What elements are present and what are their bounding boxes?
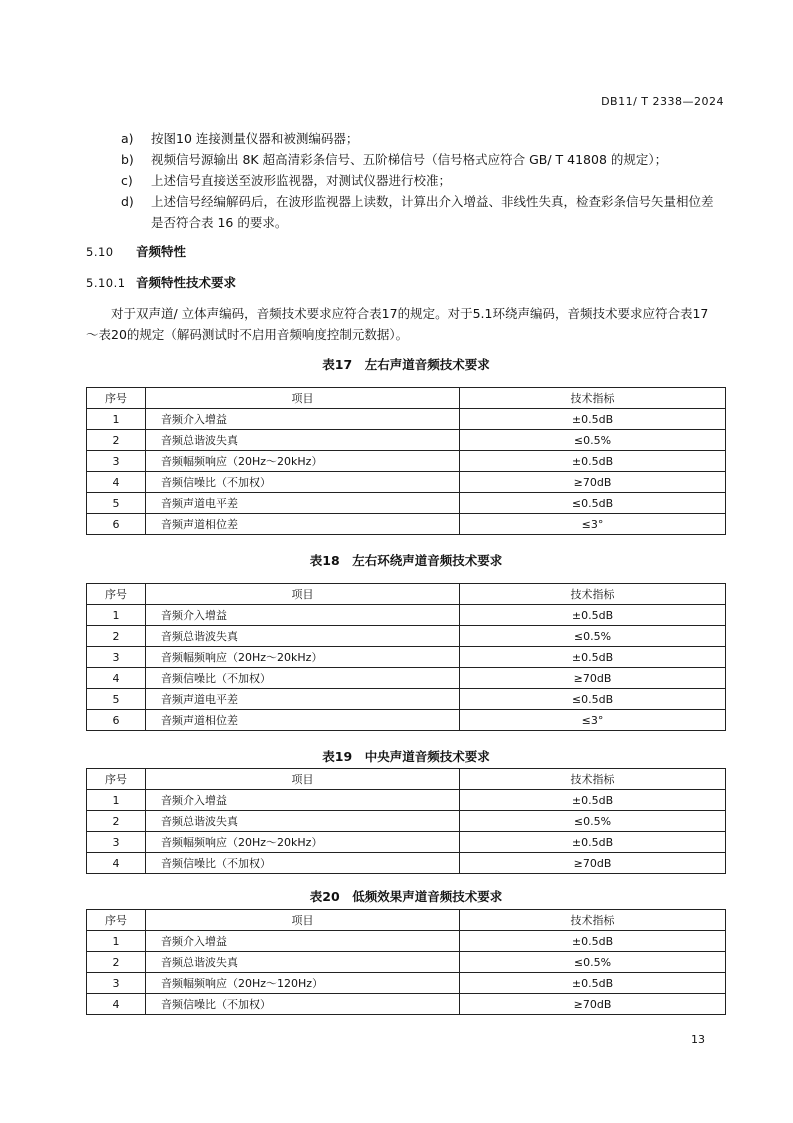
table-cell: 4 [87,472,146,493]
table-cell: 4 [87,668,146,689]
table-cell: ±0.5dB [460,790,726,811]
table-cell: 音频介入增益 [146,790,460,811]
table-cell: 音频介入增益 [146,931,460,952]
table-cell: 音频幅频响应（20Hz～120Hz） [146,973,460,994]
table-cell: 音频信噪比（不加权） [146,994,460,1015]
table-cell: 音频信噪比（不加权） [146,668,460,689]
section-number: 5.10 [86,245,114,259]
table-cell: 音频总谐波失真 [146,811,460,832]
column-header: 序号 [87,910,146,931]
table-row [87,409,726,430]
table-row [87,853,726,874]
table-row [87,668,726,689]
table-cell: 3 [87,973,146,994]
list-text: 上述信号直接送至波形监视器，对测试仪器进行校准； [151,173,452,188]
table-row [87,514,726,535]
table-cell: 音频介入增益 [146,409,460,430]
table-caption: 表17 左右声道音频技术要求 [322,357,490,372]
list-item [121,149,721,170]
table-cell: 音频信噪比（不加权） [146,853,460,874]
table-row [87,710,726,731]
table-cell: 2 [87,952,146,973]
table-cell: ±0.5dB [460,647,726,668]
table-cell: 音频声道相位差 [146,514,460,535]
table-19 [86,768,726,874]
list-marker: d) [121,194,134,209]
table-cell: ≥70dB [460,994,726,1015]
table-17 [86,387,726,535]
table-row [87,647,726,668]
table-row [87,605,726,626]
list-marker: c) [121,173,133,188]
table-cell: 音频幅频响应（20Hz～20kHz） [146,451,460,472]
section-title: 音频特性 [136,244,187,259]
table-cell: ≤0.5dB [460,689,726,710]
table-cell: 音频幅频响应（20Hz～20kHz） [146,647,460,668]
subsection-title: 音频特性技术要求 [136,275,237,290]
table-row [87,811,726,832]
table-cell: 2 [87,430,146,451]
table-row [87,790,726,811]
list-text: 视频信号源输出 8K 超高清彩条信号、五阶梯信号（信号格式应符合 GB/ T 41808 的规定）； [151,152,668,167]
list-text: 按图10 连接测量仪器和被测编码器； [151,131,359,146]
table-cell: 音频总谐波失真 [146,626,460,647]
table-cell: ≥70dB [460,472,726,493]
table-cell: 4 [87,994,146,1015]
table-cell: ≤0.5% [460,811,726,832]
table-cell: 3 [87,451,146,472]
table-cell: 3 [87,647,146,668]
column-header: 技术指标 [460,388,726,409]
table-cell: ≤0.5% [460,430,726,451]
table-row [87,994,726,1015]
document-id: DB11/ T 2338—2024 [601,95,724,108]
table-cell: 2 [87,626,146,647]
list-text: 上述信号经编解码后，在波形监视器上读数，计算出介入增益、非线性失真，检查彩条信号矢量相位差是否符合表 16 的要求。 [151,194,714,230]
column-header: 项目 [146,769,460,790]
table-header-row [87,584,726,605]
table-cell: ≥70dB [460,853,726,874]
column-header: 技术指标 [460,769,726,790]
table-caption: 表20 低频效果声道音频技术要求 [309,889,503,904]
table-row [87,626,726,647]
table-row [87,952,726,973]
column-header: 技术指标 [460,910,726,931]
table-cell: 音频幅频响应（20Hz～20kHz） [146,832,460,853]
subsection-heading [86,273,236,293]
table-header-row [87,388,726,409]
list-item [121,128,721,149]
column-header: 项目 [146,388,460,409]
table-cell: 音频声道电平差 [146,493,460,514]
page-number: 13 [691,1033,705,1046]
table-cell: ≤3° [460,514,726,535]
table-cell: ±0.5dB [460,832,726,853]
table-18 [86,583,726,731]
list-item [121,170,721,191]
intro-paragraph: 对于双声道/ 立体声编码，音频技术要求应符合表17的规定。对于5.1环绕声编码，音频技术要求应符合表17～表20的规定（解码测试时不启用音频响度控制元数据）。 [86,306,709,342]
procedure-list [121,128,721,233]
list-marker: b) [121,152,134,167]
table-cell: 音频总谐波失真 [146,952,460,973]
column-header: 项目 [146,910,460,931]
list-marker: a) [121,131,134,146]
table-cell: 音频介入增益 [146,605,460,626]
table-cell: ±0.5dB [460,605,726,626]
table-cell: 4 [87,853,146,874]
table-cell: 6 [87,710,146,731]
table-cell: ≤0.5% [460,952,726,973]
table-caption: 表19 中央声道音频技术要求 [322,749,490,764]
subsection-number: 5.10.1 [86,276,126,290]
table-cell: ±0.5dB [460,931,726,952]
table-header-row [87,910,726,931]
table-row [87,472,726,493]
column-header: 项目 [146,584,460,605]
list-item [121,191,721,233]
table-cell: 6 [87,514,146,535]
table-caption: 表18 左右环绕声道音频技术要求 [309,553,503,568]
table-cell: ≤0.5dB [460,493,726,514]
table-cell: ≤0.5% [460,626,726,647]
table-cell: 5 [87,689,146,710]
table-cell: ±0.5dB [460,451,726,472]
table-cell: 3 [87,832,146,853]
table-row [87,689,726,710]
table-cell: ≤3° [460,710,726,731]
table-cell: ±0.5dB [460,409,726,430]
table-cell: 1 [87,931,146,952]
table-row [87,931,726,952]
table-row [87,493,726,514]
table-cell: 音频声道电平差 [146,689,460,710]
section-heading [86,242,186,262]
column-header: 序号 [87,584,146,605]
table-header-row [87,769,726,790]
table-row [87,832,726,853]
table-row [87,973,726,994]
table-cell: 5 [87,493,146,514]
table-cell: ≥70dB [460,668,726,689]
table-row [87,451,726,472]
column-header: 序号 [87,388,146,409]
table-cell: 音频信噪比（不加权） [146,472,460,493]
table-row [87,430,726,451]
table-cell: 音频总谐波失真 [146,430,460,451]
column-header: 技术指标 [460,584,726,605]
table-20 [86,909,726,1015]
table-cell: ±0.5dB [460,973,726,994]
column-header: 序号 [87,769,146,790]
table-cell: 音频声道相位差 [146,710,460,731]
table-cell: 1 [87,605,146,626]
table-cell: 2 [87,811,146,832]
table-cell: 1 [87,409,146,430]
table-cell: 1 [87,790,146,811]
